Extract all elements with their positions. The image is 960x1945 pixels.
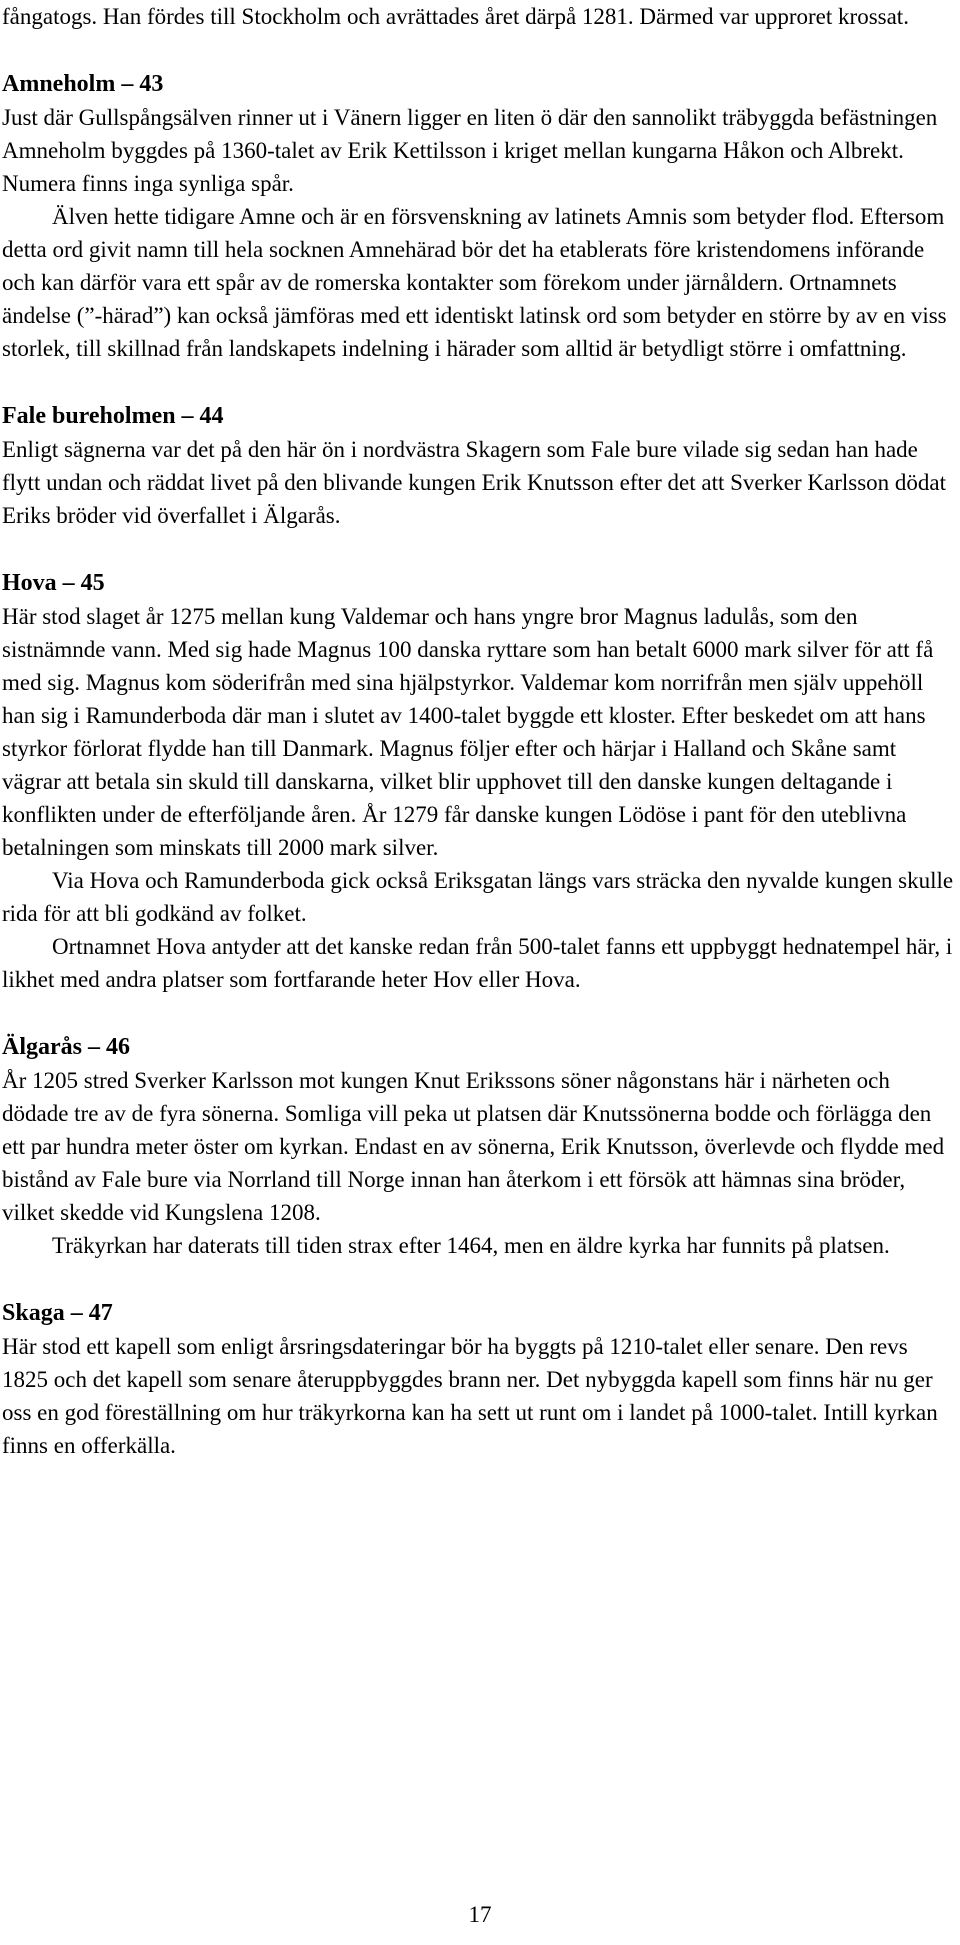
section-heading: Hova – 45 — [2, 570, 105, 596]
section-paragraph: Enligt sägnerna var det på den här ön i nordvästra Skagern som Fale bure vilade sig sedan han hade flytt undan och räddat livet på den blivande kungen Erik Knutsson efter det att Sverker Karlsson dödat Eriks bröder vid överfallet i Älgarås. — [2, 437, 947, 528]
section-paragraph: År 1205 stred Sverker Karlsson mot kungen Knut Erikssons söner någonstans här i närheten och dödade tre av de fyra sönerna. Somliga vill peka ut platsen där Knutssönerna bodde och förlägga den ett par hundra meter öster om kyrkan. Endast en av sönerna, Erik Knutsson, överlevde och flydde med bistånd av Fale bure via Norrland till Norge innan han återkom i ett försök att hämnas sina bröder, vilket skedde vid Kungslena 1208. — [2, 1068, 945, 1225]
section-heading: Amneholm – 43 — [2, 71, 164, 97]
section-paragraph: Här stod slaget år 1275 mellan kung Valdemar och hans yngre bror Magnus ladulås, som den sistnämnde vann. Med sig hade Magnus 100 danska ryttare som han betalt 6000 mark silver för att få med sig. Magnus kom söderifrån med sina hjälpstyrkor. Valdemar kom norrifrån men själv uppehöll han sig i Ramunderboda där man i slutet av 1400-talet byggde ett kloster. Efter beskedet om att hans styrkor förlorat flydde han till Danmark. Magnus följer efter och härjar i Halland och Skåne samt vägrar att betala sin skuld till danskarna, vilket blir upphovet till den danske kungen deltagande i konflikten under de efterföljande åren. År 1279 får danske kungen Lödöse i pant för den uteblivna betalningen som minskats till 2000 mark silver. — [2, 604, 934, 860]
section-skaga — [2, 1296, 956, 1462]
section-algaras — [2, 1030, 956, 1262]
section-paragraph: Älven hette tidigare Amne och är en försvenskning av latinets Amnis som betyder flod. Eftersom detta ord givit namn till hela socknen Amnehärad bör det ha etablerats före kristendomens införande och kan därför vara ett spår av de romerska kontakter som förekom under järnåldern. Ortnamnets ändelse (”-härad”) kan också jämföras med ett identiskt latinsk ord som betyder en större by av en viss storlek, till skillnad från landskapets indelning i härader som alltid är betydligt större i omfattning. — [2, 204, 947, 361]
section-amneholm — [2, 67, 956, 365]
section-heading: Skaga – 47 — [2, 1300, 113, 1326]
section-paragraph: Ortnamnet Hova antyder att det kanske redan från 500-talet fanns ett uppbyggt hednatempel här, i likhet med andra platser som fortfarande heter Hov eller Hova. — [2, 934, 953, 992]
section-paragraph: Träkyrkan har daterats till tiden strax efter 1464, men en äldre kyrka har funnits på platsen. — [52, 1233, 890, 1258]
section-hova — [2, 566, 956, 996]
document-page — [2, 0, 956, 1462]
section-paragraph: Just där Gullspångsälven rinner ut i Vänern ligger en liten ö där den sannolikt träbyggda befästningen Amneholm byggdes på 1360-talet av Erik Kettilsson i kriget mellan kungarna Håkon och Albrekt. Numera finns inga synliga spår. — [2, 105, 938, 196]
page-number: 17 — [468, 1902, 492, 1927]
section-fale-bureholmen — [2, 399, 956, 532]
section-paragraph: Här stod ett kapell som enligt årsringsdateringar bör ha byggts på 1210-talet eller senare. Den revs 1825 och det kapell som senare återuppbyggdes brann ner. Det nybyggda kapell som finns här nu ger oss en god föreställning om hur träkyrkorna kan ha sett ut runt om i landet på 1000-talet. Intill kyrkan finns en offerkälla. — [2, 1334, 938, 1458]
section-heading: Fale bureholmen – 44 — [2, 403, 224, 429]
intro-paragraph: fångatogs. Han fördes till Stockholm och avrättades året därpå 1281. Därmed var upproret krossat. — [2, 4, 909, 29]
section-paragraph: Via Hova och Ramunderboda gick också Eriksgatan längs vars sträcka den nyvalde kungen skulle rida för att bli godkänd av folket. — [2, 868, 954, 926]
section-heading: Älgarås – 46 — [2, 1034, 130, 1060]
